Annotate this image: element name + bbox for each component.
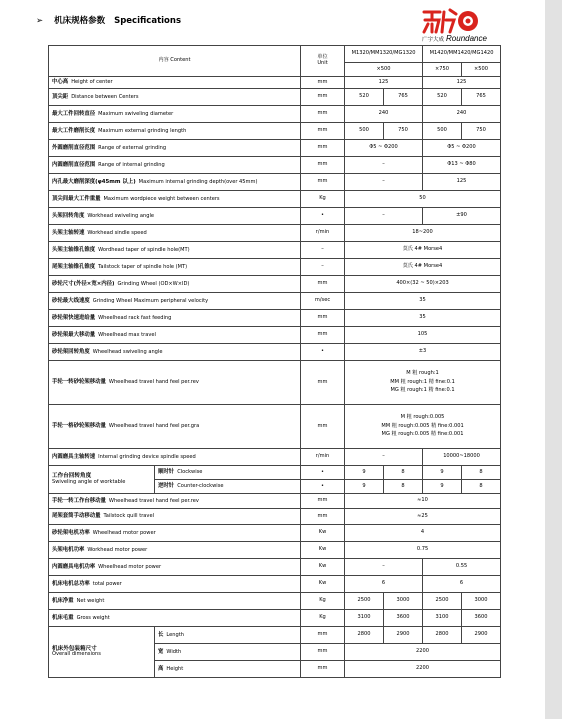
spec-value-cell: 2500 — [423, 593, 462, 610]
spec-unit-cell: • — [301, 344, 345, 361]
spec-value-cell: 3100 — [345, 610, 384, 627]
spec-value-cell — [345, 327, 501, 344]
spec-unit-cell: – — [301, 259, 345, 276]
spec-name-en: Height of center — [71, 79, 113, 86]
worktable-name-en: Swiveling angle of worktable — [52, 478, 126, 485]
spec-name-cn: 头架回转角度 — [52, 212, 85, 219]
spec-value-line: M 粗 rough:1 — [406, 369, 439, 376]
spec-value-cell — [345, 310, 501, 327]
spec-value-line: ≈25 — [417, 512, 428, 519]
spec-value-cell: 10000~18000 — [423, 449, 501, 466]
direction-cn: 顺时针 — [158, 469, 175, 476]
spec-unit-cell: mm — [301, 361, 345, 405]
spec-value-cell: 2800 — [345, 627, 384, 644]
spec-row — [49, 157, 501, 174]
spec-name-en: Internal grinding device spindle speed — [98, 453, 196, 460]
spec-name-en: Tailstock quill travel — [103, 513, 154, 520]
spec-name-cell — [49, 259, 301, 276]
page-side-margin — [545, 0, 562, 719]
spec-unit-cell: • — [301, 480, 345, 494]
spec-unit-cell: Kw — [301, 576, 345, 593]
dimension-cn: 宽 — [158, 648, 164, 655]
spec-value-cell — [345, 509, 501, 525]
spec-value-cell: 240 — [345, 106, 423, 123]
spec-row — [49, 509, 501, 525]
spec-row — [49, 542, 501, 559]
spec-unit-cell: – — [301, 242, 345, 259]
spec-value-cell: – — [345, 559, 423, 576]
spec-unit-cell: Kw — [301, 542, 345, 559]
spec-name-cell — [49, 225, 301, 242]
spec-value-cell — [345, 661, 501, 678]
spec-value-cell — [345, 494, 501, 509]
spec-name-cell — [49, 344, 301, 361]
spec-row — [49, 174, 501, 191]
spec-name-cn: 中心高 — [52, 79, 69, 86]
spec-value-cell: 0.55 — [423, 559, 501, 576]
spec-value-cell: Φ5 ~ Φ200 — [345, 140, 423, 157]
spec-row — [49, 77, 501, 89]
spec-row — [49, 191, 501, 208]
model-a-header: M1320/MM1320/MG1320 — [345, 46, 423, 63]
dimension-label-cell — [155, 661, 301, 678]
spec-value-line: 50 — [419, 195, 426, 202]
spec-name-cell — [49, 593, 301, 610]
spec-name-cell — [49, 610, 301, 627]
spec-name-cn: 内孔最大磨削深度(φ45mm 以上) — [52, 178, 136, 185]
spec-name-cell — [49, 494, 301, 509]
spec-name-cell — [49, 89, 301, 106]
spec-value-cell: 9 — [423, 466, 462, 480]
spec-name-cn: 手轮一转工作台移动量 — [52, 497, 106, 504]
spec-name-cn: 砂轮架最大移动量 — [52, 331, 96, 338]
spec-name-en: Wheelhead motor power — [92, 529, 156, 536]
spec-unit-cell: mm — [301, 509, 345, 525]
spec-value-cell: 8 — [384, 466, 423, 480]
spec-value-cell — [345, 191, 501, 208]
spec-value-cell: 240 — [423, 106, 501, 123]
spec-value-cell: 125 — [345, 77, 423, 89]
spec-value-cell: 3000 — [384, 593, 423, 610]
spec-row — [49, 593, 501, 610]
spec-name-cn: 顶尖距 — [52, 93, 69, 100]
spec-row — [49, 327, 501, 344]
dimensions-group-cell — [49, 627, 155, 678]
dimensions-name-cn: 机床外包装箱尺寸 — [52, 645, 97, 652]
spec-row — [49, 208, 501, 225]
spec-row — [49, 559, 501, 576]
spec-value-line: 18~200 — [412, 229, 433, 236]
spec-name-en: Maximum internal grinding depth(over 45mm) — [138, 178, 258, 185]
spec-value-cell — [345, 344, 501, 361]
spec-row — [49, 259, 501, 276]
spec-row — [49, 344, 501, 361]
logo-tagline — [422, 34, 487, 43]
spec-unit-cell: mm — [301, 644, 345, 661]
spec-unit-cell: mm — [301, 140, 345, 157]
spec-name-en: Wheelhead travel hand feel per.rev — [108, 497, 199, 504]
spec-row — [49, 449, 501, 466]
spec-row — [49, 610, 501, 627]
spec-name-cn: 头架电机功率 — [52, 546, 85, 553]
section-heading-en: Specifications — [114, 16, 182, 26]
spec-value-cell: 8 — [384, 480, 423, 494]
spec-name-cn: 砂轮架电机功率 — [52, 529, 90, 536]
content-header: 内容 Content — [49, 46, 301, 77]
spec-name-cell — [49, 405, 301, 449]
spec-value-line: MG 粗 rough:0.005 精 fine:0.001 — [381, 431, 464, 438]
spec-name-cell — [49, 310, 301, 327]
spec-name-en: Range of internal grinding — [98, 161, 165, 168]
spec-name-cell — [49, 174, 301, 191]
spec-value-line: ≈10 — [417, 497, 428, 504]
spec-unit-cell: Kw — [301, 525, 345, 542]
spec-name-en: Net weight — [76, 597, 105, 604]
worktable-direction-cell — [155, 466, 301, 480]
spec-value-cell: 6 — [423, 576, 501, 593]
spec-value-cell: 8 — [462, 480, 501, 494]
spec-name-en: Grinding Wheel (OD×W×ID) — [117, 280, 190, 287]
spec-name-en: Wheelhead swiveling angle — [92, 348, 163, 355]
section-heading-cn: 机床规格参数 — [54, 16, 106, 26]
spec-value-cell: Φ5 ~ Φ200 — [423, 140, 501, 157]
section-heading — [36, 14, 181, 26]
spec-unit-cell: mm — [301, 661, 345, 678]
spec-row — [49, 494, 501, 509]
spec-name-cell — [49, 525, 301, 542]
spec-row — [49, 276, 501, 293]
spec-name-cell — [49, 123, 301, 140]
worktable-row — [49, 466, 501, 480]
spec-value-cell: 125 — [423, 77, 501, 89]
roundance-logo-mark-icon — [420, 6, 480, 34]
spec-value-cell: 500 — [423, 123, 462, 140]
spec-name-en: Workhead sindle speed — [87, 229, 147, 236]
dimension-cn: 长 — [158, 631, 164, 638]
logo-tagline-cn: 广宇大成 — [422, 37, 445, 43]
unit-header: 单位 Unit — [301, 46, 345, 77]
spec-name-en: Grinding Wheel Maximum peripheral velocity — [92, 297, 209, 304]
spec-value-line: MM 粗 rough:0.005 精 fine:0.001 — [381, 422, 464, 429]
spec-name-cell — [49, 449, 301, 466]
spec-row — [49, 242, 501, 259]
spec-unit-cell: mm — [301, 174, 345, 191]
spec-unit-cell: mm — [301, 106, 345, 123]
spec-name-cell — [49, 276, 301, 293]
spec-row — [49, 225, 501, 242]
spec-unit-cell: mm — [301, 276, 345, 293]
spec-unit-cell: Kg — [301, 610, 345, 627]
logo-tagline-en: Roundance — [446, 34, 487, 43]
spec-name-en: Workhead swiveling angle — [87, 212, 155, 219]
spec-name-en: Maximum external grinding length — [98, 127, 187, 134]
spec-value-line: 35 — [419, 297, 426, 304]
spec-name-cn: 最大工件回转直径 — [52, 110, 96, 117]
spec-name-en: Wheelhead rack fast feeding — [98, 314, 172, 321]
dimension-en: Height — [166, 665, 184, 672]
spec-value-cell — [345, 405, 501, 449]
spec-value-cell: 9 — [345, 480, 384, 494]
spec-name-en: Workhead motor power — [87, 546, 148, 553]
spec-name-cell — [49, 208, 301, 225]
spec-name-cn: 手轮一转砂轮架移动量 — [52, 379, 106, 386]
spec-name-en: Maximum swiveling diameter — [98, 110, 174, 117]
direction-cn: 逆时针 — [158, 483, 175, 490]
spec-name-en: Range of external grinding — [98, 144, 167, 151]
spec-name-cell — [49, 191, 301, 208]
spec-value-cell: 3000 — [462, 593, 501, 610]
dimension-row — [49, 627, 501, 644]
spec-value-cell: – — [345, 449, 423, 466]
spec-value-line: 莫氏 4# Morse4 — [402, 246, 443, 253]
spec-name-cell — [49, 542, 301, 559]
spec-unit-cell: mm — [301, 77, 345, 89]
spec-value-cell: 9 — [423, 480, 462, 494]
spec-unit-cell: mm — [301, 157, 345, 174]
spec-name-cn: 顶尖间最大工件重量 — [52, 195, 101, 202]
spec-value-cell: 3600 — [462, 610, 501, 627]
spec-value-cell — [345, 259, 501, 276]
spec-unit-cell: Kw — [301, 559, 345, 576]
spec-row — [49, 293, 501, 310]
spec-unit-cell: • — [301, 466, 345, 480]
spec-value-cell — [345, 276, 501, 293]
spec-unit-cell: r/min — [301, 225, 345, 242]
table-header-row — [49, 46, 501, 63]
spec-name-cn: 内圆磨具电机功率 — [52, 563, 96, 570]
spec-value-cell: Φ13 ~ Φ80 — [423, 157, 501, 174]
spec-name-cn: 砂轮架回转角度 — [52, 348, 90, 355]
spec-unit-cell: mm — [301, 627, 345, 644]
spec-value-cell: 3100 — [423, 610, 462, 627]
spec-name-cell — [49, 509, 301, 525]
spec-row — [49, 89, 501, 106]
direction-en: Clockwise — [177, 469, 203, 476]
spec-value-cell: 8 — [462, 466, 501, 480]
spec-unit-cell: mm — [301, 405, 345, 449]
spec-value-cell: 520 — [345, 89, 384, 106]
spec-value-line: 2200 — [416, 665, 430, 672]
spec-unit-cell: mm — [301, 494, 345, 509]
spec-value-cell — [345, 293, 501, 310]
spec-name-cn: 机床电机总功率 — [52, 580, 90, 587]
spec-name-cn: 头架主轴转速 — [52, 229, 85, 236]
spec-name-cn: 内圆磨具主轴转速 — [52, 453, 96, 460]
spec-value-cell: 2800 — [423, 627, 462, 644]
dimension-en: Length — [166, 631, 184, 638]
spec-name-cn: 机床毛重 — [52, 614, 74, 621]
spec-value-cell: 6 — [345, 576, 423, 593]
spec-name-en: Wheelhead travel hand feel per.gra — [108, 423, 200, 430]
spec-name-en: total power — [92, 580, 122, 587]
spec-row — [49, 310, 501, 327]
spec-value-cell: 520 — [423, 89, 462, 106]
spec-name-cn: 砂轮架快速进给量 — [52, 314, 96, 321]
spec-name-cell — [49, 157, 301, 174]
spec-row — [49, 140, 501, 157]
spec-name-cn: 尾架主轴锥孔锥度 — [52, 263, 96, 270]
spec-value-line: 4 — [420, 529, 425, 536]
spec-unit-cell: Kg — [301, 593, 345, 610]
spec-name-cn: 尾架套筒手动移动量 — [52, 513, 101, 520]
spec-unit-cell: Kg — [301, 191, 345, 208]
dimension-cn: 高 — [158, 665, 164, 672]
spec-value-cell — [345, 361, 501, 405]
spec-name-en: Distance between Centers — [71, 93, 139, 100]
spec-name-en: Wheelhead motor power — [98, 563, 162, 570]
spec-unit-cell: • — [301, 208, 345, 225]
spec-value-cell: 500 — [345, 123, 384, 140]
spec-value-cell — [345, 525, 501, 542]
spec-value-cell — [345, 644, 501, 661]
spec-row — [49, 576, 501, 593]
spec-value-cell: 3600 — [384, 610, 423, 627]
spec-unit-cell: r/min — [301, 449, 345, 466]
spec-value-cell: – — [345, 174, 423, 191]
spec-name-cn: 外圆磨削直径范围 — [52, 144, 96, 151]
sub-header: ×500 — [462, 63, 501, 77]
spec-row — [49, 361, 501, 405]
spec-value-cell: 125 — [423, 174, 501, 191]
spec-name-cell — [49, 293, 301, 310]
dimensions-name-en: Overall dimensions — [52, 651, 101, 658]
spec-value-cell: 2500 — [345, 593, 384, 610]
spec-name-cell — [49, 576, 301, 593]
arrow-bullet-icon: ➢ — [36, 16, 44, 26]
spec-unit-cell: mm — [301, 310, 345, 327]
spec-name-cell — [49, 327, 301, 344]
spec-value-line: 35 — [419, 314, 426, 321]
spec-name-cell — [49, 140, 301, 157]
spec-name-cn: 机床净重 — [52, 597, 74, 604]
spec-value-cell: 9 — [345, 466, 384, 480]
spec-name-cn: 砂轮最大线速度 — [52, 297, 90, 304]
sub-header: ×500 — [345, 63, 423, 77]
spec-name-cell — [49, 242, 301, 259]
spec-value-cell — [345, 225, 501, 242]
spec-name-en: Tailstock taper of spindle hole (MT) — [98, 263, 188, 270]
spec-name-cell — [49, 361, 301, 405]
spec-value-line: 0.75 — [416, 546, 429, 553]
spec-value-cell: – — [345, 157, 423, 174]
spec-name-cn: 最大工件磨削长度 — [52, 127, 96, 134]
company-logo — [420, 6, 500, 44]
spec-value-line: 2200 — [416, 648, 430, 655]
spec-name-en: Maximum wordpiece weight between centers — [103, 195, 220, 202]
spec-name-cn: 手轮一格砂轮架移动量 — [52, 423, 106, 430]
worktable-group-cell — [49, 466, 155, 494]
spec-row — [49, 405, 501, 449]
sub-header: ×750 — [423, 63, 462, 77]
spec-value-cell: 750 — [384, 123, 423, 140]
spec-name-en: Wheelhead max travel — [98, 331, 156, 338]
worktable-name-cn: 工作台回转角度 — [52, 473, 92, 480]
spec-value-cell: 765 — [384, 89, 423, 106]
dimension-en: Width — [166, 648, 182, 655]
spec-value-cell: – — [345, 208, 423, 225]
spec-unit-cell: mm — [301, 123, 345, 140]
spec-row — [49, 525, 501, 542]
spec-name-en: Wheelhead travel hand feel per.rev — [108, 379, 199, 386]
dimension-label-cell — [155, 627, 301, 644]
model-b-header: M1420/MM1420/MG1420 — [423, 46, 501, 63]
specifications-table — [48, 45, 501, 678]
spec-value-cell: 765 — [462, 89, 501, 106]
spec-name-cn: 头架主轴锥孔锥度 — [52, 246, 96, 253]
spec-value-line: MM 粗 rough:1 精 fine:0.1 — [390, 378, 455, 385]
spec-value-cell — [345, 542, 501, 559]
spec-name-cn: 砂轮尺寸(外径×宽×内径) — [52, 280, 115, 287]
spec-value-cell: 2900 — [462, 627, 501, 644]
spec-value-line: MG 粗 rough:1 精 fine:0.1 — [390, 387, 455, 394]
spec-name-en: Wordhead taper of spindle hole(MT) — [98, 246, 190, 253]
spec-value-cell: 750 — [462, 123, 501, 140]
worktable-direction-cell — [155, 480, 301, 494]
spec-name-cell — [49, 106, 301, 123]
spec-name-cn: 内圆磨削直径范围 — [52, 161, 96, 168]
spec-unit-cell: mm — [301, 89, 345, 106]
spec-name-en: Gross weight — [76, 614, 110, 621]
spec-value-cell — [345, 242, 501, 259]
spec-unit-cell: mm — [301, 327, 345, 344]
spec-value-line: ±3 — [418, 348, 427, 355]
spec-name-cell — [49, 559, 301, 576]
spec-row — [49, 123, 501, 140]
spec-value-line: 400×(32 ~ 50)×203 — [396, 280, 449, 287]
spec-name-cell — [49, 77, 301, 89]
spec-value-line: M 粗 rough:0.005 — [400, 413, 445, 420]
dimension-label-cell — [155, 644, 301, 661]
spec-unit-cell: m/sec — [301, 293, 345, 310]
spec-row — [49, 106, 501, 123]
spec-value-line: 105 — [417, 331, 428, 338]
spec-value-cell: ±90 — [423, 208, 501, 225]
direction-en: Counter-clockwise — [177, 483, 224, 490]
spec-value-cell: 2900 — [384, 627, 423, 644]
spec-value-line: 莫氏 4# Morse4 — [402, 263, 443, 270]
